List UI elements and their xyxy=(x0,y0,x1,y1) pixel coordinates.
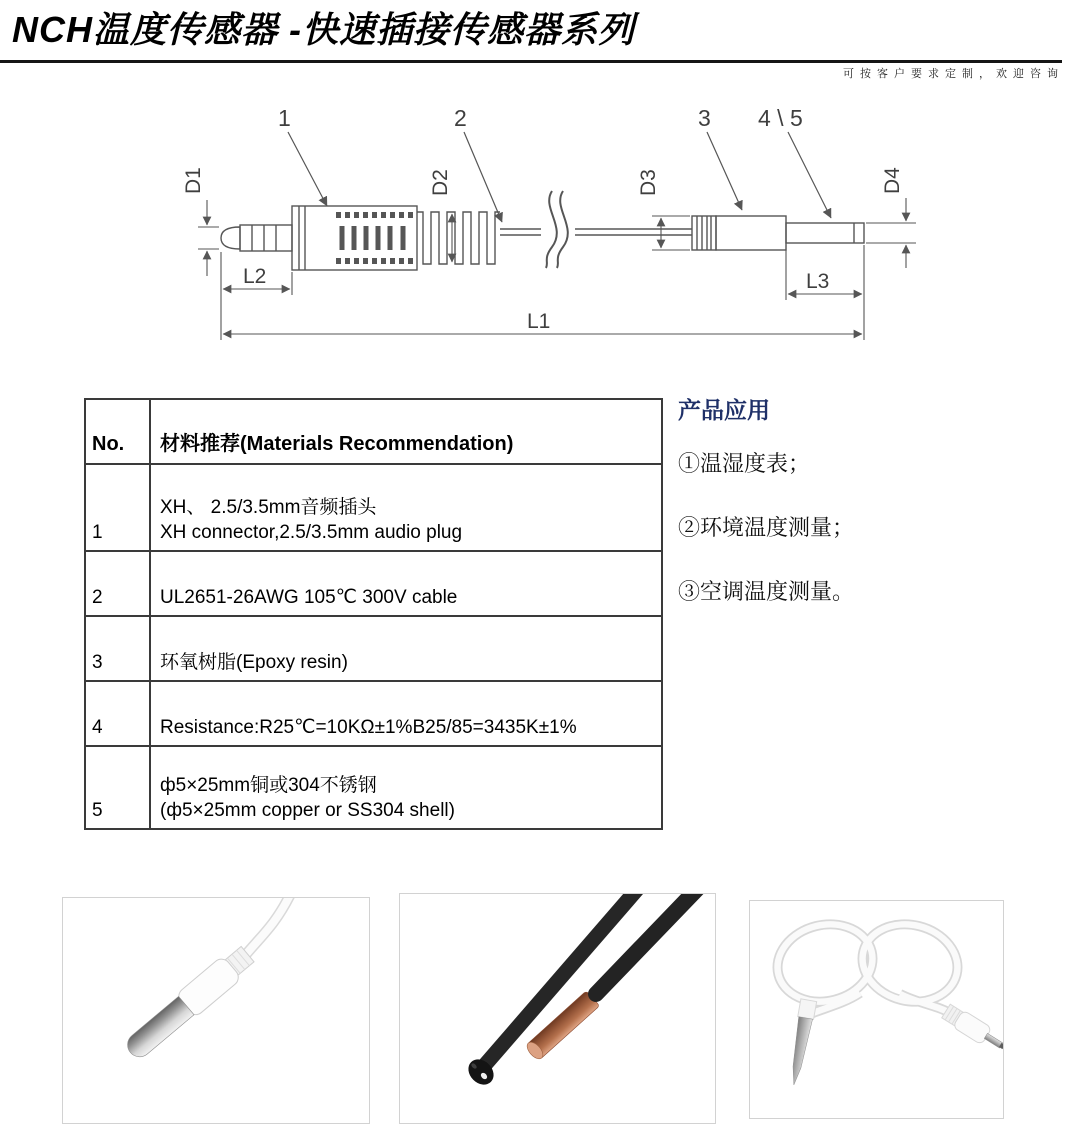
material-line-1: ф5×25mm铜或304不锈钢 xyxy=(160,775,377,797)
sensor-collar xyxy=(692,216,716,250)
plug-body xyxy=(292,206,417,270)
pointed-probe xyxy=(786,999,817,1086)
material-line-2: XH connector,2.5/3.5mm audio plug xyxy=(160,521,463,543)
callout-2: 2 xyxy=(454,105,467,131)
page-title: NCH温度传感器 -快速插接传感器系列 xyxy=(12,9,635,50)
row-no: 2 xyxy=(85,551,150,616)
dim-label-d3: D3 xyxy=(637,169,660,196)
sensor-outline xyxy=(221,191,864,270)
table-header-material: 材料推荐(Materials Recommendation) xyxy=(150,399,662,464)
dimension-diagram xyxy=(0,88,1072,373)
dim-label-d1: D1 xyxy=(182,167,205,194)
row-no: 1 xyxy=(85,464,150,551)
material-line-2: (ф5×25mm copper or SS304 shell) xyxy=(160,799,455,821)
product-photo-3 xyxy=(749,900,1004,1119)
material-line-1: XH、 2.5/3.5mm音频插头 xyxy=(160,497,377,519)
title-underline xyxy=(0,60,1062,63)
row-no: 3 xyxy=(85,616,150,681)
sensor-probe xyxy=(786,223,864,243)
dim-label-d2: D2 xyxy=(429,169,452,196)
dim-label-l3: L3 xyxy=(806,270,830,293)
white-probe-photo xyxy=(63,898,369,1123)
plug-tip xyxy=(221,225,292,251)
materials-table xyxy=(84,398,663,830)
applications-title: 产品应用 xyxy=(678,397,770,423)
material-cell xyxy=(150,681,662,746)
callout-3: 3 xyxy=(698,105,711,131)
material-cell xyxy=(150,746,662,829)
table-header-no: No. xyxy=(85,399,150,464)
material-line-1: Resistance:R25℃=10KΩ±1%B25/85=3435K±1% xyxy=(160,716,577,738)
application-item-2: ②环境温度测量； xyxy=(678,515,855,540)
material-cell xyxy=(150,616,662,681)
customization-tagline: 可按客户要求定制，欢迎咨询 xyxy=(843,68,1064,80)
dim-label-l2: L2 xyxy=(243,265,267,288)
material-cell xyxy=(150,464,662,551)
dim-label-d4: D4 xyxy=(881,167,904,194)
cord-bow-photo xyxy=(750,901,1003,1118)
product-photo-1 xyxy=(62,897,370,1124)
table-row xyxy=(85,746,662,829)
black-sensors-photo xyxy=(400,894,715,1123)
cable-break-symbol xyxy=(546,191,568,268)
row-no: 5 xyxy=(85,746,150,829)
sensor-body xyxy=(716,216,786,250)
row-no: 4 xyxy=(85,681,150,746)
probe-sleeve xyxy=(798,999,817,1020)
product-photo-2 xyxy=(399,893,716,1124)
cable-line xyxy=(500,229,692,235)
applications-panel xyxy=(678,392,1008,639)
strain-relief xyxy=(417,212,500,264)
callout-leaders xyxy=(288,132,831,222)
white-cord-bow xyxy=(769,915,966,1016)
stainless-tube-tip xyxy=(123,996,194,1061)
material-line-1: UL2651-26AWG 105℃ 300V cable xyxy=(160,586,458,608)
application-item-1: ①温湿度表； xyxy=(678,451,811,476)
audio-plug xyxy=(941,1003,1003,1056)
material-line-1: 环氧树脂(Epoxy resin) xyxy=(160,651,348,673)
white-cable-core xyxy=(243,898,291,958)
dim-label-l1: L1 xyxy=(527,310,551,333)
probe-needle xyxy=(787,1017,813,1086)
table-row xyxy=(85,464,662,551)
table-row xyxy=(85,551,662,616)
probe-connector xyxy=(121,943,257,1064)
callout-4-5: 4 \ 5 xyxy=(758,105,803,131)
table-header-row xyxy=(85,399,662,464)
callout-1: 1 xyxy=(278,105,291,131)
table-row xyxy=(85,616,662,681)
application-item-3: ③空调温度测量。 xyxy=(678,579,855,604)
table-row xyxy=(85,681,662,746)
material-cell xyxy=(150,551,662,616)
